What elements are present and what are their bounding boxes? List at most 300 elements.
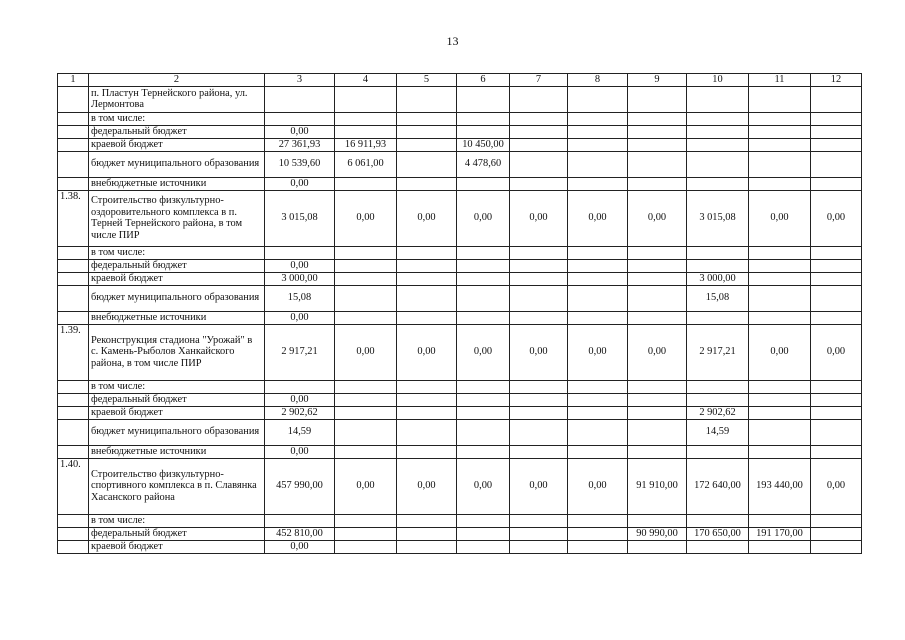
value-cell-col-7 [510, 540, 568, 553]
value-cell-col-4 [335, 540, 397, 553]
value-cell-col-10: 2 917,21 [687, 324, 749, 380]
value-cell-col-4 [335, 86, 397, 112]
column-number-11: 11 [749, 74, 811, 87]
value-cell-col-7: 0,00 [510, 458, 568, 514]
value-cell-col-9: 91 910,00 [628, 458, 687, 514]
value-cell-col-11 [749, 311, 811, 324]
value-cell-col-10 [687, 540, 749, 553]
value-cell-col-6 [457, 272, 510, 285]
value-cell-col-3: 0,00 [265, 311, 335, 324]
value-cell-col-10 [687, 138, 749, 151]
row-name-cell: Строительство физкультурно-спортивного комплекса в п. Славянка Хасанского района [89, 458, 265, 514]
column-number-6: 6 [457, 74, 510, 87]
value-cell-col-8 [568, 151, 628, 177]
column-number-row [58, 74, 862, 87]
value-cell-col-5 [397, 151, 457, 177]
row-name-cell: краевой бюджет [89, 138, 265, 151]
value-cell-col-4: 0,00 [335, 190, 397, 246]
value-cell-col-11 [749, 112, 811, 125]
value-cell-col-12 [811, 419, 862, 445]
value-cell-col-11 [749, 125, 811, 138]
row-index-cell [58, 112, 89, 125]
column-number-10: 10 [687, 74, 749, 87]
value-cell-col-11 [749, 406, 811, 419]
value-cell-col-4 [335, 259, 397, 272]
value-cell-col-10 [687, 259, 749, 272]
value-cell-col-4 [335, 177, 397, 190]
value-cell-col-7 [510, 125, 568, 138]
value-cell-col-4 [335, 112, 397, 125]
column-number-9: 9 [628, 74, 687, 87]
value-cell-col-3 [265, 86, 335, 112]
value-cell-col-10: 3 015,08 [687, 190, 749, 246]
value-cell-col-6 [457, 112, 510, 125]
value-cell-col-11: 0,00 [749, 324, 811, 380]
value-cell-col-7: 0,00 [510, 190, 568, 246]
value-cell-col-9 [628, 540, 687, 553]
value-cell-col-3: 2 917,21 [265, 324, 335, 380]
value-cell-col-11 [749, 246, 811, 259]
value-cell-col-12 [811, 151, 862, 177]
table-row [58, 458, 862, 514]
row-name-cell: внебюджетные источники [89, 445, 265, 458]
value-cell-col-10: 15,08 [687, 285, 749, 311]
table-row [58, 380, 862, 393]
row-index-cell: 1.39. [58, 324, 89, 380]
value-cell-col-5 [397, 112, 457, 125]
row-name-cell: краевой бюджет [89, 272, 265, 285]
value-cell-col-5 [397, 445, 457, 458]
value-cell-col-4 [335, 285, 397, 311]
value-cell-col-11 [749, 177, 811, 190]
value-cell-col-11 [749, 419, 811, 445]
row-index-cell [58, 246, 89, 259]
value-cell-col-10 [687, 311, 749, 324]
value-cell-col-7 [510, 112, 568, 125]
value-cell-col-9 [628, 514, 687, 527]
value-cell-col-3: 0,00 [265, 259, 335, 272]
value-cell-col-9 [628, 151, 687, 177]
column-number-1: 1 [58, 74, 89, 87]
value-cell-col-7 [510, 393, 568, 406]
value-cell-col-9: 0,00 [628, 190, 687, 246]
value-cell-col-4 [335, 272, 397, 285]
row-index-cell [58, 259, 89, 272]
row-name-cell: Строительство физкультурно-оздоровительного комплекса в п. Терней Тернейского района, в том числе ПИР [89, 190, 265, 246]
value-cell-col-5 [397, 259, 457, 272]
value-cell-col-7 [510, 138, 568, 151]
value-cell-col-7 [510, 527, 568, 540]
row-name-cell: в том числе: [89, 514, 265, 527]
column-number-5: 5 [397, 74, 457, 87]
table-row [58, 445, 862, 458]
table-row [58, 514, 862, 527]
row-index-cell [58, 445, 89, 458]
value-cell-col-8: 0,00 [568, 190, 628, 246]
value-cell-col-11 [749, 151, 811, 177]
value-cell-col-9 [628, 393, 687, 406]
value-cell-col-8 [568, 138, 628, 151]
value-cell-col-7 [510, 177, 568, 190]
value-cell-col-3: 15,08 [265, 285, 335, 311]
value-cell-col-8 [568, 445, 628, 458]
table-row [58, 151, 862, 177]
row-name-cell: внебюджетные источники [89, 311, 265, 324]
value-cell-col-10 [687, 151, 749, 177]
value-cell-col-8 [568, 125, 628, 138]
value-cell-col-6 [457, 259, 510, 272]
table-row [58, 393, 862, 406]
row-index-cell [58, 285, 89, 311]
value-cell-col-6: 0,00 [457, 190, 510, 246]
value-cell-col-8: 0,00 [568, 458, 628, 514]
row-index-cell [58, 406, 89, 419]
value-cell-col-7 [510, 514, 568, 527]
value-cell-col-4 [335, 311, 397, 324]
value-cell-col-6: 0,00 [457, 324, 510, 380]
table-row [58, 406, 862, 419]
value-cell-col-9 [628, 86, 687, 112]
value-cell-col-8 [568, 514, 628, 527]
value-cell-col-3 [265, 380, 335, 393]
value-cell-col-10 [687, 125, 749, 138]
row-index-cell [58, 177, 89, 190]
value-cell-col-4 [335, 514, 397, 527]
row-index-cell [58, 380, 89, 393]
value-cell-col-5 [397, 177, 457, 190]
row-index-cell [58, 311, 89, 324]
value-cell-col-11 [749, 380, 811, 393]
table-row [58, 324, 862, 380]
row-name-cell: краевой бюджет [89, 540, 265, 553]
value-cell-col-8 [568, 177, 628, 190]
value-cell-col-8 [568, 393, 628, 406]
value-cell-col-10: 172 640,00 [687, 458, 749, 514]
value-cell-col-8 [568, 540, 628, 553]
value-cell-col-11 [749, 86, 811, 112]
value-cell-col-7 [510, 445, 568, 458]
value-cell-col-9 [628, 138, 687, 151]
value-cell-col-12 [811, 138, 862, 151]
row-index-cell [58, 138, 89, 151]
value-cell-col-8 [568, 311, 628, 324]
value-cell-col-12: 0,00 [811, 190, 862, 246]
table-row [58, 285, 862, 311]
value-cell-col-4 [335, 393, 397, 406]
row-name-cell: в том числе: [89, 246, 265, 259]
budget-table [57, 73, 862, 554]
value-cell-col-6 [457, 285, 510, 311]
value-cell-col-10 [687, 445, 749, 458]
table-row [58, 540, 862, 553]
value-cell-col-9 [628, 272, 687, 285]
value-cell-col-4: 6 061,00 [335, 151, 397, 177]
column-number-4: 4 [335, 74, 397, 87]
value-cell-col-9 [628, 125, 687, 138]
value-cell-col-3: 0,00 [265, 445, 335, 458]
value-cell-col-7 [510, 311, 568, 324]
value-cell-col-5 [397, 285, 457, 311]
value-cell-col-9 [628, 177, 687, 190]
value-cell-col-3: 457 990,00 [265, 458, 335, 514]
value-cell-col-11 [749, 285, 811, 311]
value-cell-col-10: 170 650,00 [687, 527, 749, 540]
value-cell-col-3 [265, 246, 335, 259]
row-name-cell: в том числе: [89, 380, 265, 393]
row-index-cell [58, 151, 89, 177]
value-cell-col-9 [628, 311, 687, 324]
value-cell-col-12 [811, 285, 862, 311]
value-cell-col-9 [628, 285, 687, 311]
value-cell-col-12 [811, 259, 862, 272]
value-cell-col-3: 0,00 [265, 125, 335, 138]
value-cell-col-5 [397, 311, 457, 324]
value-cell-col-8: 0,00 [568, 324, 628, 380]
value-cell-col-10 [687, 246, 749, 259]
value-cell-col-10: 14,59 [687, 419, 749, 445]
value-cell-col-12 [811, 272, 862, 285]
value-cell-col-12 [811, 540, 862, 553]
value-cell-col-9 [628, 406, 687, 419]
value-cell-col-6 [457, 419, 510, 445]
row-name-cell: федеральный бюджет [89, 527, 265, 540]
row-name-cell: федеральный бюджет [89, 259, 265, 272]
value-cell-col-6 [457, 246, 510, 259]
value-cell-col-10: 3 000,00 [687, 272, 749, 285]
value-cell-col-9 [628, 246, 687, 259]
value-cell-col-7 [510, 406, 568, 419]
value-cell-col-6 [457, 311, 510, 324]
value-cell-col-7 [510, 272, 568, 285]
value-cell-col-6 [457, 86, 510, 112]
table-row [58, 419, 862, 445]
value-cell-col-12: 0,00 [811, 324, 862, 380]
value-cell-col-11: 191 170,00 [749, 527, 811, 540]
table-row [58, 125, 862, 138]
value-cell-col-12 [811, 406, 862, 419]
row-name-cell: бюджет муниципального образования [89, 151, 265, 177]
value-cell-col-12 [811, 112, 862, 125]
column-number-2: 2 [89, 74, 265, 87]
value-cell-col-4 [335, 419, 397, 445]
value-cell-col-11 [749, 272, 811, 285]
value-cell-col-7 [510, 246, 568, 259]
value-cell-col-10 [687, 112, 749, 125]
table-row [58, 190, 862, 246]
value-cell-col-6 [457, 406, 510, 419]
value-cell-col-8 [568, 419, 628, 445]
value-cell-col-12 [811, 125, 862, 138]
table-row [58, 112, 862, 125]
value-cell-col-10 [687, 393, 749, 406]
column-number-12: 12 [811, 74, 862, 87]
value-cell-col-9 [628, 112, 687, 125]
value-cell-col-4: 0,00 [335, 324, 397, 380]
table-row [58, 259, 862, 272]
value-cell-col-12 [811, 311, 862, 324]
value-cell-col-6 [457, 527, 510, 540]
value-cell-col-3: 452 810,00 [265, 527, 335, 540]
value-cell-col-4 [335, 380, 397, 393]
value-cell-col-3: 27 361,93 [265, 138, 335, 151]
row-name-cell: федеральный бюджет [89, 393, 265, 406]
value-cell-col-4 [335, 406, 397, 419]
row-name-cell: внебюджетные источники [89, 177, 265, 190]
row-name-cell: краевой бюджет [89, 406, 265, 419]
row-name-cell: федеральный бюджет [89, 125, 265, 138]
value-cell-col-10 [687, 86, 749, 112]
value-cell-col-6 [457, 514, 510, 527]
row-index-cell [58, 125, 89, 138]
value-cell-col-11 [749, 138, 811, 151]
value-cell-col-8 [568, 86, 628, 112]
column-number-3: 3 [265, 74, 335, 87]
value-cell-col-7 [510, 285, 568, 311]
value-cell-col-7 [510, 380, 568, 393]
value-cell-col-4 [335, 527, 397, 540]
value-cell-col-4: 16 911,93 [335, 138, 397, 151]
column-number-7: 7 [510, 74, 568, 87]
value-cell-col-3: 3 000,00 [265, 272, 335, 285]
value-cell-col-5 [397, 527, 457, 540]
value-cell-col-5: 0,00 [397, 324, 457, 380]
value-cell-col-6 [457, 393, 510, 406]
row-name-cell: п. Пластун Тернейского района, ул. Лермонтова [89, 86, 265, 112]
table-row [58, 527, 862, 540]
value-cell-col-8 [568, 406, 628, 419]
value-cell-col-9: 0,00 [628, 324, 687, 380]
row-index-cell [58, 514, 89, 527]
value-cell-col-6 [457, 125, 510, 138]
value-cell-col-11 [749, 540, 811, 553]
value-cell-col-9 [628, 445, 687, 458]
value-cell-col-5 [397, 125, 457, 138]
value-cell-col-8 [568, 246, 628, 259]
page-number: 13 [446, 34, 459, 48]
value-cell-col-11: 0,00 [749, 190, 811, 246]
value-cell-col-12 [811, 246, 862, 259]
value-cell-col-8 [568, 380, 628, 393]
value-cell-col-12 [811, 380, 862, 393]
row-index-cell: 1.38. [58, 190, 89, 246]
value-cell-col-3 [265, 514, 335, 527]
value-cell-col-4: 0,00 [335, 458, 397, 514]
value-cell-col-4 [335, 445, 397, 458]
value-cell-col-8 [568, 259, 628, 272]
value-cell-col-12 [811, 527, 862, 540]
value-cell-col-11 [749, 514, 811, 527]
value-cell-col-3: 3 015,08 [265, 190, 335, 246]
value-cell-col-5 [397, 393, 457, 406]
value-cell-col-5 [397, 406, 457, 419]
value-cell-col-5: 0,00 [397, 458, 457, 514]
table-row [58, 272, 862, 285]
row-name-cell: бюджет муниципального образования [89, 419, 265, 445]
value-cell-col-9 [628, 419, 687, 445]
value-cell-col-3: 0,00 [265, 177, 335, 190]
value-cell-col-6 [457, 380, 510, 393]
value-cell-col-12 [811, 514, 862, 527]
value-cell-col-6 [457, 177, 510, 190]
value-cell-col-5: 0,00 [397, 190, 457, 246]
table-row [58, 177, 862, 190]
row-name-cell: бюджет муниципального образования [89, 285, 265, 311]
value-cell-col-5 [397, 272, 457, 285]
value-cell-col-8 [568, 272, 628, 285]
value-cell-col-3: 0,00 [265, 393, 335, 406]
value-cell-col-6: 0,00 [457, 458, 510, 514]
value-cell-col-12 [811, 393, 862, 406]
value-cell-col-5 [397, 246, 457, 259]
table-row [58, 86, 862, 112]
table-row [58, 246, 862, 259]
value-cell-col-5 [397, 380, 457, 393]
row-index-cell [58, 527, 89, 540]
value-cell-col-5 [397, 540, 457, 553]
value-cell-col-5 [397, 86, 457, 112]
column-number-8: 8 [568, 74, 628, 87]
value-cell-col-11: 193 440,00 [749, 458, 811, 514]
value-cell-col-10: 2 902,62 [687, 406, 749, 419]
value-cell-col-7 [510, 419, 568, 445]
value-cell-col-7 [510, 86, 568, 112]
value-cell-col-9 [628, 259, 687, 272]
value-cell-col-12 [811, 86, 862, 112]
value-cell-col-3: 2 902,62 [265, 406, 335, 419]
value-cell-col-11 [749, 259, 811, 272]
value-cell-col-3: 0,00 [265, 540, 335, 553]
row-name-cell: в том числе: [89, 112, 265, 125]
table-row [58, 311, 862, 324]
value-cell-col-5 [397, 419, 457, 445]
value-cell-col-8 [568, 112, 628, 125]
value-cell-col-4 [335, 246, 397, 259]
row-index-cell [58, 86, 89, 112]
row-index-cell [58, 540, 89, 553]
value-cell-col-7: 0,00 [510, 324, 568, 380]
value-cell-col-6 [457, 445, 510, 458]
value-cell-col-6: 10 450,00 [457, 138, 510, 151]
value-cell-col-3: 10 539,60 [265, 151, 335, 177]
value-cell-col-5 [397, 138, 457, 151]
row-index-cell [58, 393, 89, 406]
value-cell-col-12 [811, 177, 862, 190]
value-cell-col-8 [568, 285, 628, 311]
value-cell-col-3: 14,59 [265, 419, 335, 445]
value-cell-col-5 [397, 514, 457, 527]
value-cell-col-10 [687, 514, 749, 527]
row-index-cell [58, 419, 89, 445]
value-cell-col-9 [628, 380, 687, 393]
value-cell-col-7 [510, 259, 568, 272]
value-cell-col-9: 90 990,00 [628, 527, 687, 540]
row-index-cell [58, 272, 89, 285]
value-cell-col-12 [811, 445, 862, 458]
value-cell-col-7 [510, 151, 568, 177]
value-cell-col-11 [749, 393, 811, 406]
value-cell-col-8 [568, 527, 628, 540]
value-cell-col-3 [265, 112, 335, 125]
value-cell-col-6: 4 478,60 [457, 151, 510, 177]
value-cell-col-4 [335, 125, 397, 138]
value-cell-col-10 [687, 177, 749, 190]
value-cell-col-10 [687, 380, 749, 393]
value-cell-col-11 [749, 445, 811, 458]
row-index-cell: 1.40. [58, 458, 89, 514]
table-body [58, 74, 862, 554]
value-cell-col-6 [457, 540, 510, 553]
row-name-cell: Реконструкция стадиона "Урожай" в с. Камень-Рыболов Ханкайского района, в том числе ПИР [89, 324, 265, 380]
